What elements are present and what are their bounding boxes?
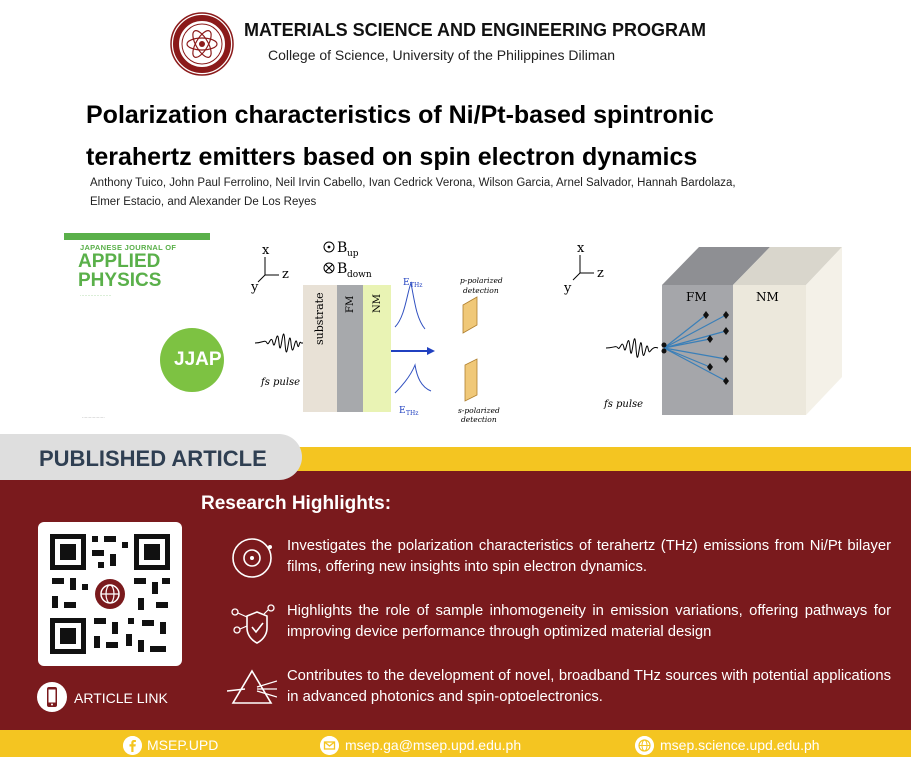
cover-physics: PHYSICS bbox=[78, 270, 162, 291]
fig2-axis-y: y bbox=[564, 281, 572, 296]
s-detector bbox=[465, 359, 477, 401]
p-detect-line1: p-polarized bbox=[460, 276, 503, 285]
s-detect-line2: detection bbox=[461, 415, 497, 424]
fig1-nm-label: NM bbox=[372, 294, 383, 313]
cover-footer: ················· bbox=[82, 415, 105, 420]
fig1-axis-x: x bbox=[262, 243, 270, 258]
university-seal-logo bbox=[170, 12, 234, 76]
highlight-item-3: Contributes to the development of novel, broadband THz sources with potential applications in advanced photonics and spin-optoelectronics. bbox=[287, 668, 891, 705]
email-icon bbox=[320, 736, 339, 755]
fig2-axis-x: x bbox=[577, 241, 585, 256]
prism-icon bbox=[227, 663, 277, 713]
fig2-nm-label: NM bbox=[756, 290, 779, 304]
target-circle-icon bbox=[227, 533, 277, 583]
published-article-label: PUBLISHED ARTICLE bbox=[39, 446, 267, 471]
ethz-top-label: E bbox=[403, 278, 410, 288]
authors-line-1: Anthony Tuico, John Paul Ferrolino, Neil Irvin Cabello, Ivan Cedrick Verona, Wilson Garcia, Arnel Salvador, Hannah Bardolaza, bbox=[90, 177, 736, 189]
p-detector bbox=[463, 297, 477, 333]
facebook-icon bbox=[123, 736, 142, 755]
ethz-top-sub: THz bbox=[410, 282, 423, 289]
p-detect-line2: detection bbox=[463, 286, 499, 295]
substrate-label: substrate bbox=[313, 292, 326, 345]
authors-line-2: Elmer Estacio, and Alexander De Los Reyes bbox=[90, 196, 317, 208]
research-highlights-title: Research Highlights: bbox=[201, 493, 392, 514]
fig1-axis-y: y bbox=[251, 280, 259, 295]
fig1-axis-z: z bbox=[282, 267, 289, 282]
cover-fine-print: ····················· bbox=[80, 293, 112, 298]
globe-icon bbox=[635, 736, 654, 755]
website-url[interactable]: msep.science.upd.edu.ph bbox=[660, 737, 820, 753]
email-address[interactable]: msep.ga@msep.upd.edu.ph bbox=[345, 737, 522, 753]
article-title bbox=[86, 94, 886, 178]
highlight-item-2: Highlights the role of sample inhomogeneity in emission variations, offering pathways for improving device performance through optimized material design bbox=[287, 603, 891, 640]
fig1-pulse-label: fs pulse bbox=[261, 377, 301, 388]
spin-dynamics-diagram bbox=[560, 235, 850, 425]
jjap-badge-text: JJAP bbox=[174, 349, 222, 370]
article-title-line-2: terahertz emitters based on spin electron dynamics bbox=[86, 143, 698, 171]
b-down-sub: down bbox=[347, 270, 372, 280]
cover-journal-title bbox=[78, 252, 161, 290]
b-up-sub: up bbox=[347, 249, 359, 259]
s-detect-line1: s-polarized bbox=[458, 406, 500, 415]
fig2-fm-label: FM bbox=[686, 290, 707, 304]
article-link[interactable]: ARTICLE LINK bbox=[74, 690, 168, 706]
cover-applied: APPLIED bbox=[78, 251, 161, 272]
ethz-bottom-label: E bbox=[399, 406, 406, 416]
fig2-axis-z: z bbox=[597, 266, 604, 281]
article-title-line-1: Polarization characteristics of Ni/Pt-based spintronic bbox=[86, 101, 714, 129]
fig2-pulse-label: fs pulse bbox=[604, 399, 644, 410]
nm-front-face bbox=[733, 285, 806, 415]
cover-top-bar bbox=[64, 233, 210, 240]
qr-code-graphic bbox=[38, 522, 182, 666]
phone-icon bbox=[37, 680, 67, 714]
college-subtitle: College of Science, University of the Philippines Diliman bbox=[268, 47, 616, 63]
cover-journal-name: JAPANESE JOURNAL OF bbox=[80, 243, 177, 252]
article-authors bbox=[90, 174, 830, 212]
journal-cover-image bbox=[64, 233, 222, 423]
shield-network-icon bbox=[227, 600, 277, 650]
highlight-item-1: Investigates the polarization characteristics of terahertz (THz) emissions from Ni/Pt bilayer films, offering new insights into spin electron dynamics. bbox=[287, 538, 891, 575]
jjap-badge bbox=[160, 328, 224, 392]
facebook-handle[interactable]: MSEP.UPD bbox=[147, 737, 219, 753]
article-qr-code[interactable] bbox=[38, 522, 182, 666]
b-up-label: B bbox=[337, 240, 348, 256]
ethz-bottom-sub: THz bbox=[406, 410, 419, 417]
fig1-fm-label: FM bbox=[345, 295, 356, 313]
program-title: MATERIALS SCIENCE AND ENGINEERING PROGRAM bbox=[244, 20, 707, 40]
experimental-setup-diagram bbox=[245, 235, 545, 425]
b-down-label: B bbox=[337, 261, 348, 277]
